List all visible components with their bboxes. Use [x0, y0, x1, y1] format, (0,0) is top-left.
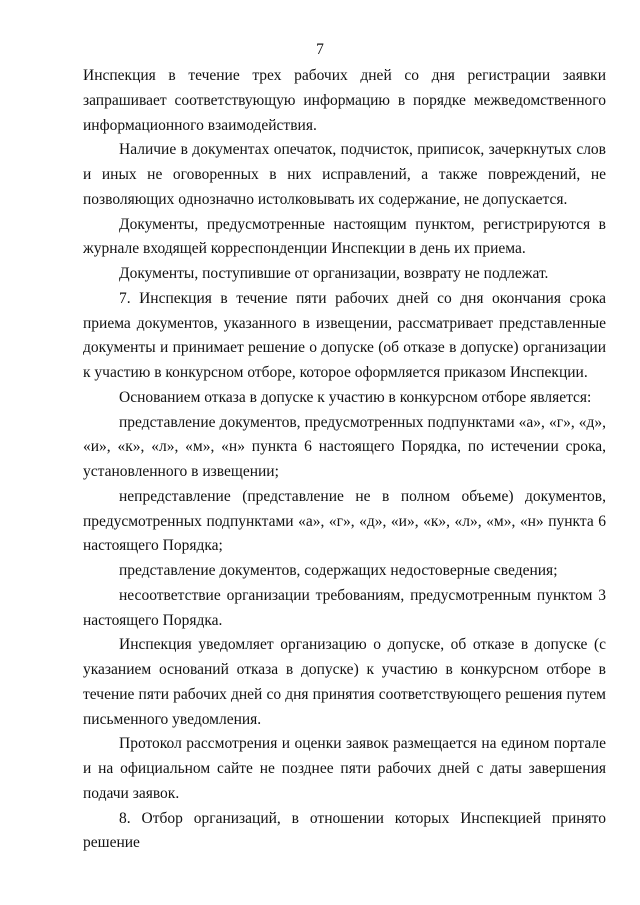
- list-item: представление документов, предусмотренных подпунктами «а», «г», «д», «и», «к», «л», «м», «н» пункта 6 настоящего Порядка, по истечении срока, установленного в извещении;: [83, 413, 606, 480]
- paragraph: Протокол рассмотрения и оценки заявок размещается на едином портале и на официальном сайте не позднее пяти рабочих дней с даты завершения подачи заявок.: [83, 735, 606, 802]
- paragraph-clause-8: 8. Отбор организаций, в отношении которых Инспекцией принято решение: [83, 809, 606, 852]
- paragraph: Наличие в документах опечаток, подчисток, приписок, зачеркнутых слов и иных не оговоренных в них исправлений, а также повреждений, не позволяющих однозначно истолковывать их содержание, не допускается.: [83, 141, 606, 208]
- page-number: 7: [316, 41, 324, 58]
- paragraph-clause-7: 7. Инспекция в течение пяти рабочих дней со дня окончания срока приема документов, указанного в извещении, рассматривает представленные документы и принимает решение о допуске (об отказе в допуске) организации к участию в конкурсном отборе, которое оформляется приказом Инспекции.: [83, 289, 606, 381]
- list-item: несоответствие организации требованиям, предусмотренным пунктом 3 настоящего Порядка.: [83, 586, 606, 629]
- body-text: [83, 64, 606, 856]
- paragraph-continuation: Инспекция в течение трех рабочих дней со дня регистрации заявки запрашивает соответствующую информацию в порядке межведомственного информационного взаимодействия.: [83, 67, 606, 134]
- list-item: представление документов, содержащих недостоверные сведения;: [119, 562, 558, 579]
- paragraph: Документы, предусмотренные настоящим пунктом, регистрируются в журнале входящей корреспонденции Инспекции в день их приема.: [83, 215, 606, 258]
- list-item: непредставление (представление не в полном объеме) документов, предусмотренных подпунктами «а», «г», «д», «и», «к», «л», «м», «н» пункта 6 настоящего Порядка;: [83, 487, 606, 555]
- paragraph: Основанием отказа в допуске к участию в конкурсном отборе является:: [119, 388, 592, 406]
- paragraph: Документы, поступившие от организации, возврату не подлежат.: [119, 265, 549, 282]
- paragraph: Инспекция уведомляет организацию о допуске, об отказе в допуске (с указанием оснований отказа в допуске) к участию в конкурсном отборе в течение пяти рабочих дней со дня принятия соответствующего решения путем письменного уведомления.: [83, 636, 606, 728]
